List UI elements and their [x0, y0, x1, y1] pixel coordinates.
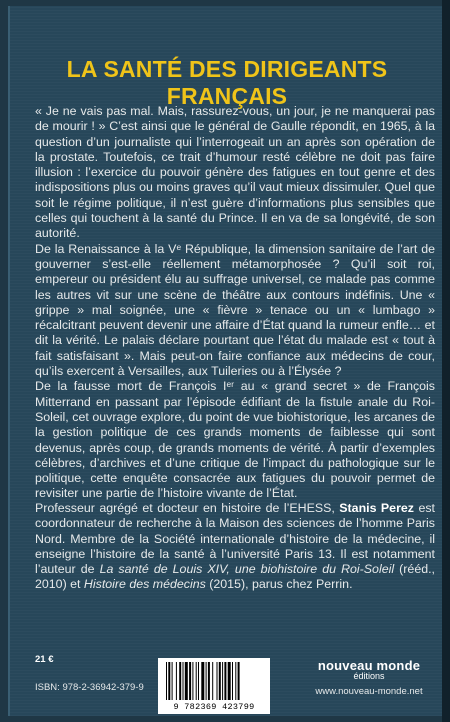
bio-intro: Professeur agrégé et docteur en histoire de l’EHESS, [35, 501, 340, 515]
page-edge [442, 0, 450, 722]
publisher-name: nouveau monde [317, 658, 421, 673]
author-bio [35, 501, 435, 593]
publisher-sub: éditions [353, 671, 385, 681]
back-cover [8, 6, 444, 716]
blurb-paragraph-1: « Je ne vais pas mal. Mais, rassurez-vous, un jour, je ne manquerai pas de mourir ! » C’est ainsi que le général de Gaulle répondit, en 1965, à la question d’un journaliste qui l’interrogeait un an après son opération de la prostate. Toutefois, ce trait d’humour resté célèbre ne doit pas faire illusion : l’exercice du pouvoir génère des fatigues en tout genre et des indispositions plus ou moins graves qu’il vaut mieux dissimuler. Quel que soit le régime politique, il n’est guère d’informations plus sensibles que celles qui touchent à la santé du Prince. Il en va de sa longévité, de son autorité. [35, 104, 435, 241]
barcode [158, 658, 270, 714]
barcode-digits: 9 782369 423799 [173, 702, 255, 712]
isbn: ISBN: 978-2-36942-379-9 [35, 682, 144, 693]
price: 21 € [35, 654, 54, 665]
publisher-logo [306, 658, 432, 681]
barcode-bars [158, 658, 270, 702]
blurb-paragraph-2: De la Renaissance à la Vᵉ République, la dimension sanitaire de l’art de gouverner s’est-elle réellement métamorphosée ? Qu’il soit roi, empereur ou président élu au suffrage universel, ce malade pas comme les autres vit sur une scène de théâtre aux contours indéfinis. Une « grippe » mal soignée, une « fièvre » tenace ou un « lumbago » récalcitrant peuvent devenir une affaire d’État quand la rumeur enfle… et dit la vérité. Le palais déclare pourtant que l’état du malade est « tout à fait satisfaisant ». Mais peut-on faire confiance aux médecins de cour, qu’ils exercent à Versailles, aux Tuileries ou à l’Élysée ? [35, 241, 435, 379]
bio-mid: (rééd., 2010) et [35, 562, 435, 592]
author-bio-text [35, 501, 435, 593]
blurb [35, 104, 435, 502]
book-title: LA SANTÉ DES DIRIGEANTS FRANÇAIS [66, 56, 388, 109]
author-name: Stanis Perez [339, 501, 414, 515]
blurb-paragraph-3: De la fausse mort de François Iᵉʳ au « grand secret » de François Mitterrand en passant par l’épisode édifiant de la fistule anale du Roi-Soleil, cet ouvrage explore, du point de vue biohistorique, les arcanes de la gestion politique de ces grands moments de faiblesse qui sont devenus, après coup, de grands moments de vérité. À partir d’exemples célèbres, d’archives et d’une critique de l’impact du pathologique sur le politique, cette enquête consacrée aux fatigues du pouvoir permet de revisiter une partie de l’histoire vivante de l’État. [35, 379, 435, 501]
publisher-url: www.nouveau-monde.net [315, 686, 423, 697]
bio-end: (2015), parus chez Perrin. [205, 577, 353, 592]
book-title-2: Histoire des médecins [83, 577, 206, 592]
book-title-1: La santé de Louis XIV, une biohistoire du Roi-Soleil [99, 562, 395, 577]
bio-text: est coordonnateur de recherche à la Maison des sciences de l’homme Paris Nord. Membre de la Société internationale d’histoire de la médecine, il enseigne l’histoire de la santé à l’université Paris 13. Il est notamment l’auteur de [35, 501, 435, 577]
